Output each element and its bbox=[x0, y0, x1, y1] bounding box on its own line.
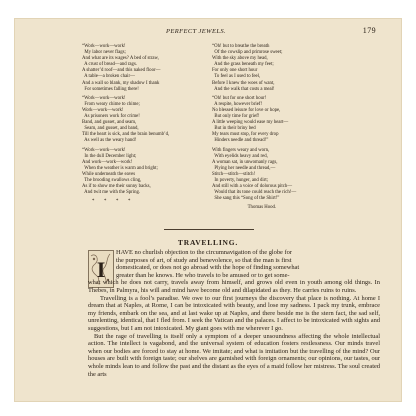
section-divider bbox=[164, 229, 254, 230]
poem-line: As prisoners work for crime! bbox=[82, 114, 140, 120]
poem-line: A little weeping would ease my heart— bbox=[212, 120, 289, 126]
poem-line: When the weather is warm and bright; bbox=[82, 165, 158, 171]
poem-line: “Work—work—work! bbox=[82, 95, 126, 101]
poem-left-column bbox=[82, 44, 169, 205]
essay-body bbox=[88, 249, 380, 378]
paragraph-1-line-1: HAVE no churlish objection to the circumnavigation of the globe for bbox=[116, 249, 292, 256]
poem-line: No blessed leisure for love or hope, bbox=[212, 107, 281, 113]
poem_right-stanza bbox=[212, 44, 296, 93]
poem-line: Would that its tone could reach the rich!— bbox=[212, 190, 297, 196]
poem-line: And what are its wages? A bed of straw, bbox=[82, 56, 159, 62]
poem-line: Till the heart is sick, and the brain benumb’d, bbox=[82, 132, 170, 138]
poem_left-stanza bbox=[82, 96, 169, 145]
poem-line: A respite, however brief! bbox=[212, 101, 263, 107]
poem-line: In the dull December light; bbox=[82, 153, 137, 159]
poem-line: She sang this “Song of the Shirt!” bbox=[212, 196, 280, 202]
poem-line: Plying her needle and thread,— bbox=[212, 165, 276, 171]
poem-attribution: Thomas Hood. bbox=[247, 205, 277, 211]
paragraph-1-line-4: greater than he knows. He who travels to be amused or to get some- bbox=[116, 271, 290, 279]
poem-line: Stitch—stitch—stitch! bbox=[212, 171, 256, 177]
poem-line: For sometimes falling there! bbox=[82, 86, 139, 92]
poem-line: And still with a voice of dolorous pitch— bbox=[212, 184, 293, 190]
poem-line: With eyelids heavy and red, bbox=[212, 153, 268, 159]
book-page bbox=[14, 18, 402, 402]
poem-line: A woman sat, in unwomanly rags, bbox=[212, 159, 278, 165]
paragraph-1-line-2: the purposes of art, of study and benevolence, so that the man is first bbox=[116, 256, 292, 264]
poem-line: And work—work—work! bbox=[82, 159, 133, 165]
poem-line: From weary chime to chime; bbox=[82, 101, 140, 107]
poem-line: For only one short hour bbox=[212, 68, 258, 74]
paragraph-1 bbox=[88, 249, 380, 295]
poem-line: And a wall so blank, my shadow I thank bbox=[82, 80, 160, 86]
poem-line: Band, and gusset, and seam, bbox=[82, 120, 137, 126]
paragraph-2: Travelling is a fool’s paradise. We owe to our first journeys the discovery that place is nothing. At home I dream that at Naples, at Rome, I can be intoxicated with beauty, and lose my sadness. I pack my trunk, embrace my friends, embark on the sea, and at last wake up at Naples, and there beside me is the stern fact, the sad self, unrelenting, identical, that I fled from. I seek the Vatican and the palaces. I affect to be intoxicated with sights and suggestions, but I am not intoxicated. My giant goes with me wherever I go. bbox=[88, 294, 380, 332]
poem-line: “Oh! but for one short hour! bbox=[212, 95, 267, 101]
poem-line: Work—work—work! bbox=[82, 107, 124, 113]
stanza-break-stars: * * * * bbox=[92, 199, 131, 205]
poem-line: “Work—work—work! bbox=[82, 44, 126, 49]
poem-line: “Oh! but to breathe the breath bbox=[212, 44, 270, 49]
paragraph-1-line-3: domesticated, or does not go abroad with the hope of finding somewhat bbox=[116, 264, 300, 272]
running-title: PERFECT JEWELS. bbox=[166, 28, 227, 35]
poem-line: But in their briny bed bbox=[212, 126, 256, 132]
page-number: 179 bbox=[362, 26, 376, 35]
poem-line: A shatter’d roof—and this naked floor— bbox=[82, 68, 161, 74]
poem-line: With the sky above my head, bbox=[212, 56, 268, 62]
poem-line: My tears must stop, for every drop bbox=[212, 132, 279, 138]
poem-line: But only time for grief! bbox=[212, 114, 260, 120]
poem-line: While underneath the eaves bbox=[82, 171, 136, 177]
poem-line: In poverty, hunger, and dirt; bbox=[212, 177, 268, 183]
dropcap-letter: I bbox=[96, 257, 106, 282]
poem-line: A crust of bread—and rags. bbox=[82, 62, 138, 68]
poem-line: The brooding swallows cling, bbox=[82, 177, 142, 183]
poem-line: To feel as I used to feel, bbox=[212, 74, 261, 80]
paragraph-1-rest: what which he does not carry, travels away from himself, and grows old even in youth among old things. In Thebes, in Palmyra, his will and mind have become old and dilapidated as they. He carries ruins to ruins. bbox=[88, 279, 380, 294]
poem-line: A table—a broken chair— bbox=[82, 74, 135, 80]
poem-line: And twit me with the Spring. bbox=[82, 190, 141, 196]
running-header bbox=[14, 28, 402, 38]
poem-line: As if to show me their sunny backs, bbox=[82, 184, 151, 190]
poem_right-stanza bbox=[212, 148, 296, 203]
section-title: TRAVELLING. bbox=[177, 238, 239, 247]
poem-line: With fingers weary and worn, bbox=[212, 147, 270, 153]
poem_left-stanza bbox=[82, 44, 169, 93]
paragraph-3: But the rage of travelling is itself only a symptom of a deeper unsoundness affecting the whole intellectual action. The intellect is vagabond, and the universal system of education fosters restlessness. Our minds travel when our bodies are forced to stay at home. We imitate; and what is imitation but the travelling of the mind? Our houses are built with foreign taste; our shelves are garnished with foreign ornaments; our opinions, our tastes, our whole minds lean to and follow the past and the distant as the eyes of a maid follow her mistress. The soul created the arts bbox=[88, 332, 380, 378]
poem-line: Hinders needle and thread!” bbox=[212, 138, 269, 144]
poem-line: Of the cowslip and primrose sweet; bbox=[212, 50, 283, 56]
poem-line: My labor never flags; bbox=[82, 50, 126, 56]
poem-line: Before I knew the woes of want, bbox=[212, 80, 275, 86]
poem-right-column bbox=[212, 44, 296, 211]
poem-line: Seam, and gusset, and band, bbox=[82, 126, 139, 132]
poem-line: “Work—work—work! bbox=[82, 147, 126, 153]
poem-line: As well as the weary hand! bbox=[82, 138, 137, 144]
poem-line: And the walk that costs a meal! bbox=[212, 86, 275, 92]
poem-line: And the grass beneath my feet; bbox=[212, 62, 274, 68]
poem_left-stanza bbox=[82, 148, 169, 197]
poem_right-stanza bbox=[212, 96, 296, 145]
